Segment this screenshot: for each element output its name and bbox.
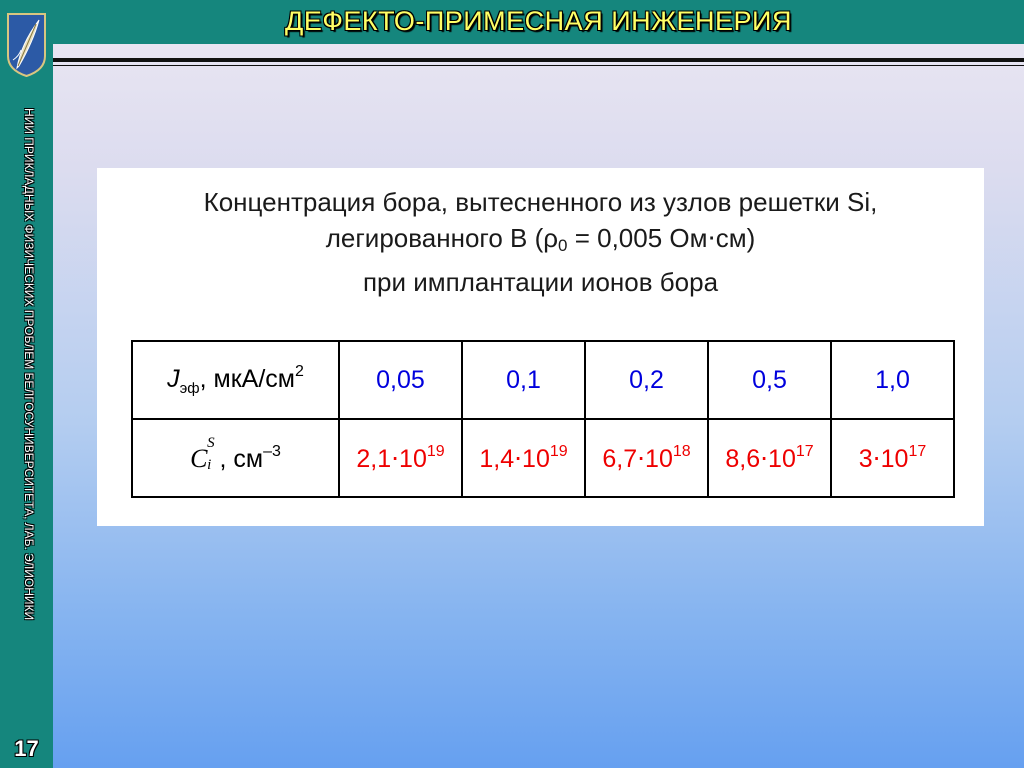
c-superscript: S (207, 434, 215, 451)
value-exponent: 17 (908, 442, 927, 460)
c-letter: C (190, 443, 208, 473)
sidebar (0, 0, 53, 768)
value-mantissa: 8,6⋅10 (725, 444, 796, 473)
j-unit: , мкА/см (199, 365, 295, 393)
data-table (131, 340, 955, 498)
slide-title: ДЕФЕКТО-ПРИМЕСНАЯ ИНЖЕНЕРИЯ (285, 6, 792, 36)
table-cell: 0,2 (585, 341, 708, 419)
table-cell (585, 419, 708, 497)
table-cell: 1,0 (831, 341, 954, 419)
header-divider-thin (53, 65, 1024, 66)
header-divider-thick (53, 58, 1024, 62)
c-symbol (190, 434, 215, 473)
caption-line-1: Концентрация бора, вытесненного из узлов решетки Si, (203, 187, 878, 217)
value-exponent: 19 (426, 442, 445, 460)
table-cell (339, 419, 462, 497)
table-cell (831, 419, 954, 497)
caption-line-2-pre: легированного B (ρ (325, 223, 559, 253)
caption-line-2 (97, 220, 984, 264)
table-cell (462, 419, 585, 497)
table-cell: 0,5 (708, 341, 831, 419)
value-mantissa: 1,4⋅10 (479, 444, 550, 473)
j-symbol: J (167, 365, 180, 393)
value-exponent: 17 (795, 442, 814, 460)
caption-line-2-post: = 0,005 Ом⋅см) (567, 223, 756, 253)
table-row-current-density (132, 341, 954, 419)
table-row-concentration (132, 419, 954, 497)
header-bar (53, 0, 1024, 44)
institute-vertical-label: НИИ ПРИКЛАДНЫХ ФИЗИЧЕСКИХ ПРОБЛЕМ БЕЛГОСУНИВЕРСИТЕТА, ЛАБ. ЭЛИОНИКИ (22, 108, 36, 621)
c-unit: , см (219, 444, 264, 473)
table-cell (708, 419, 831, 497)
value-mantissa: 2,1⋅10 (356, 444, 427, 473)
c-subscript: i (207, 456, 212, 473)
content-panel (97, 168, 984, 526)
j-unit-exp: 2 (294, 363, 304, 380)
caption-line-3: при имплантации ионов бора (362, 267, 719, 297)
caption-rho-subscript: 0 (558, 236, 568, 255)
row-header-concentration (132, 419, 339, 497)
value-mantissa: 6,7⋅10 (602, 444, 673, 473)
c-unit-exp: –3 (263, 442, 281, 460)
feather-emblem-icon (5, 10, 48, 78)
table-caption (97, 184, 984, 300)
j-subscript: эф (179, 380, 200, 397)
value-mantissa: 3⋅10 (858, 444, 909, 473)
page-number: 17 (14, 736, 39, 761)
row-header-current-density (132, 341, 339, 419)
table-cell: 0,05 (339, 341, 462, 419)
value-exponent: 18 (672, 442, 691, 460)
value-exponent: 19 (549, 442, 568, 460)
table-cell: 0,1 (462, 341, 585, 419)
